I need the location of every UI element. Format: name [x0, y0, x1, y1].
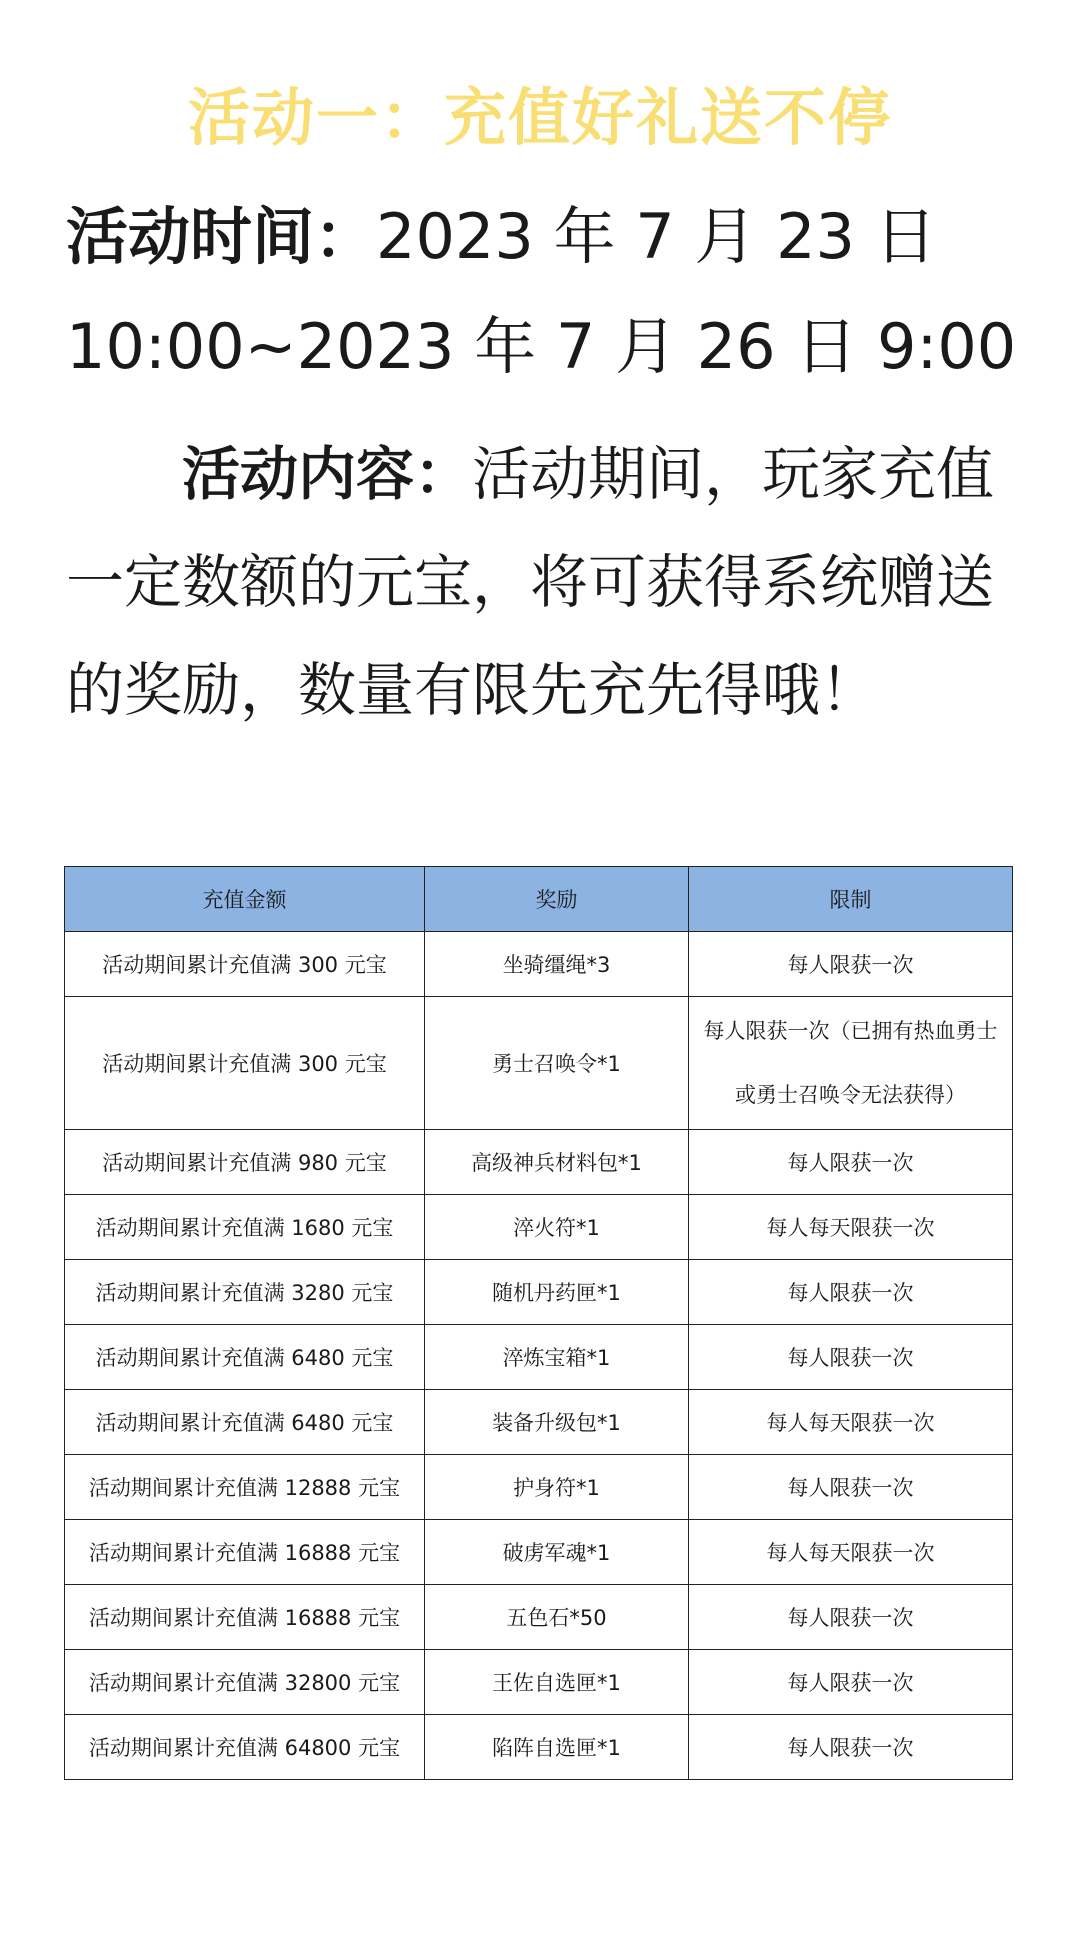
cell-reward: 破虏军魂*1	[425, 1520, 689, 1585]
cell-amount: 活动期间累计充值满 300 元宝	[65, 997, 425, 1130]
event-time	[66, 182, 1026, 402]
table-header-row	[65, 867, 1013, 932]
table-row	[65, 1260, 1013, 1325]
cell-limit: 每人限获一次	[689, 932, 1013, 997]
cell-amount: 活动期间累计充值满 3280 元宝	[65, 1260, 425, 1325]
cell-limit: 每人每天限获一次	[689, 1390, 1013, 1455]
event-title: 活动一：充值好礼送不停	[187, 81, 892, 154]
cell-reward: 淬炼宝箱*1	[425, 1325, 689, 1390]
cell-amount: 活动期间累计充值满 1680 元宝	[65, 1195, 425, 1260]
table-row	[65, 997, 1013, 1130]
cell-limit: 每人限获一次	[689, 1260, 1013, 1325]
cell-amount: 活动期间累计充值满 12888 元宝	[65, 1455, 425, 1520]
cell-reward: 坐骑缰绳*3	[425, 932, 689, 997]
table-row	[65, 932, 1013, 997]
cell-limit: 每人每天限获一次	[689, 1520, 1013, 1585]
table-row	[65, 1455, 1013, 1520]
table-row	[65, 1585, 1013, 1650]
header-amount: 充值金额	[65, 867, 425, 932]
table-row	[65, 1325, 1013, 1390]
cell-limit: 每人限获一次	[689, 1585, 1013, 1650]
event-content-text: 活动期间，玩家充值一定数额的元宝，将可获得系统赠送的奖励，数量有限先充先得哦！	[66, 440, 995, 724]
cell-reward: 装备升级包*1	[425, 1390, 689, 1455]
cell-limit: 每人限获一次	[689, 1715, 1013, 1780]
cell-reward: 五色石*50	[425, 1585, 689, 1650]
cell-reward: 陷阵自选匣*1	[425, 1715, 689, 1780]
event-time-value: 2023 年 7 月 23 日 10:00~2023 年 7 月 26 日 9:00	[66, 200, 1017, 383]
table-row	[65, 1390, 1013, 1455]
cell-reward: 高级神兵材料包*1	[425, 1130, 689, 1195]
cell-limit: 每人限获一次	[689, 1650, 1013, 1715]
cell-amount: 活动期间累计充值满 980 元宝	[65, 1130, 425, 1195]
cell-amount: 活动期间累计充值满 16888 元宝	[65, 1585, 425, 1650]
header-limit: 限制	[689, 867, 1013, 932]
table-row	[65, 1715, 1013, 1780]
cell-limit: 每人限获一次	[689, 1455, 1013, 1520]
cell-limit: 每人每天限获一次	[689, 1195, 1013, 1260]
cell-amount: 活动期间累计充值满 300 元宝	[65, 932, 425, 997]
reward-table	[64, 866, 1013, 1780]
cell-reward: 随机丹药匣*1	[425, 1260, 689, 1325]
table-row	[65, 1520, 1013, 1585]
cell-amount: 活动期间累计充值满 6480 元宝	[65, 1325, 425, 1390]
header-reward: 奖励	[425, 867, 689, 932]
table-row	[65, 1195, 1013, 1260]
cell-reward: 王佐自选匣*1	[425, 1650, 689, 1715]
cell-amount: 活动期间累计充值满 64800 元宝	[65, 1715, 425, 1780]
cell-reward: 护身符*1	[425, 1455, 689, 1520]
table-row	[65, 1130, 1013, 1195]
cell-amount: 活动期间累计充值满 16888 元宝	[65, 1520, 425, 1585]
event-content	[66, 420, 1026, 744]
cell-limit: 每人限获一次	[689, 1325, 1013, 1390]
cell-limit: 每人限获一次（已拥有热血勇士或勇士召唤令无法获得）	[689, 997, 1013, 1130]
cell-limit: 每人限获一次	[689, 1130, 1013, 1195]
cell-reward: 淬火符*1	[425, 1195, 689, 1260]
event-content-label: 活动内容：	[182, 440, 473, 508]
cell-amount: 活动期间累计充值满 6480 元宝	[65, 1390, 425, 1455]
table-row	[65, 1650, 1013, 1715]
cell-reward: 勇士召唤令*1	[425, 997, 689, 1130]
cell-amount: 活动期间累计充值满 32800 元宝	[65, 1650, 425, 1715]
event-time-label: 活动时间：	[66, 200, 377, 273]
